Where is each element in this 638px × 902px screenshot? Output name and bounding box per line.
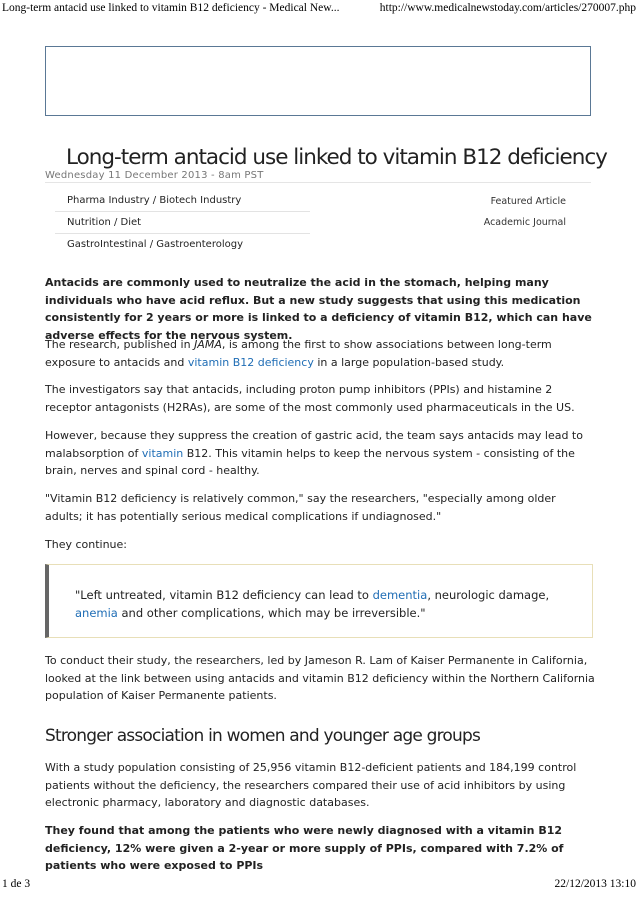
category-list (55, 190, 310, 255)
category-link-pharma[interactable]: Pharma Industry / Biotech Industry (55, 190, 310, 212)
print-header-title: Long-term antacid use linked to vitamin B12 deficiency - Medical New... (2, 2, 340, 14)
article-type-featured: Featured Article (490, 196, 566, 207)
link-vitamin-b12-deficiency[interactable]: vitamin B12 deficiency (187, 355, 314, 369)
print-footer-page-count: 1 de 3 (2, 878, 31, 890)
lead-paragraph: Antacids are commonly used to neutralize the acid in the stomach, helping many individuals who have acid reflux. But a new study suggests that using this medication consistently for 2 years or more is linked to a deficiency of vitamin B12, which can have adverse effects for the nervous system. (45, 276, 592, 342)
category-link-gastro[interactable]: GastroIntestinal / Gastroenterology (67, 239, 244, 250)
article-dateline: Wednesday 11 December 2013 - 8am PST (45, 170, 264, 181)
paragraph-6: To conduct their study, the researchers, led by Jameson R. Lam of Kaiser Permanente in California, looked at the link between using antacids and vitamin B12 deficiency within the Northern California population of Kaiser Permanente patients. (45, 654, 595, 702)
paragraph-1: The research, published in JAMA, is among the first to show associations between long-term exposure to antacids and vitamin B12 deficiency in a large population-based study. (45, 338, 552, 369)
paragraph-3: However, because they suppress the creation of gastric acid, the team says antacids may lead to malabsorption of vitamin B12. This vitamin helps to keep the nervous system - consisting of the brain, nerves and spinal cord - healthy. (45, 429, 583, 477)
article-type-list (484, 194, 566, 236)
divider (45, 182, 591, 183)
link-dementia[interactable]: dementia (372, 588, 428, 602)
ad-banner[interactable] (45, 46, 591, 116)
paragraph-2: The investigators say that antacids, including proton pump inhibitors (PPIs) and histamine 2 receptor antagonists (H2RAs), are some of the most commonly used pharmaceuticals in the US. (45, 383, 575, 414)
print-header-url: http://www.medicalnewstoday.com/articles/270007.php (379, 2, 636, 14)
link-vitamin[interactable]: vitamin (141, 446, 184, 460)
print-footer-datetime: 22/12/2013 13:10 (554, 878, 636, 890)
paragraph-8: They found that among the patients who were newly diagnosed with a vitamin B12 deficiency, 12% were given a 2-year or more supply of PPIs, compared with 7.2% of patients who were exposed to PPIs (45, 824, 564, 872)
article-title: Long-term antacid use linked to vitamin B12 deficiency (66, 145, 607, 170)
category-link-nutrition[interactable]: Nutrition / Diet (55, 212, 310, 234)
paragraph-7: With a study population consisting of 25,956 vitamin B12-deficient patients and 184,199 control patients without the deficiency, the researchers compared their use of acid inhibitors by using electronic pharmacy, laboratory and diagnostic databases. (45, 761, 577, 809)
paragraph-4: "Vitamin B12 deficiency is relatively common," say the researchers, "especially among older adults; it has potentially serious medical complications if undiagnosed." (45, 492, 556, 523)
blockquote: "Left untreated, vitamin B12 deficiency can lead to dementia, neurologic damage, anemia and other complications, which may be irreversible." (45, 564, 593, 638)
link-anemia[interactable]: anemia (75, 605, 118, 620)
journal-name: JAMA (194, 338, 222, 351)
section-heading: Stronger association in women and younger age groups (45, 726, 481, 746)
article-type-journal: Academic Journal (483, 217, 566, 228)
paragraph-5: They continue: (45, 538, 128, 551)
